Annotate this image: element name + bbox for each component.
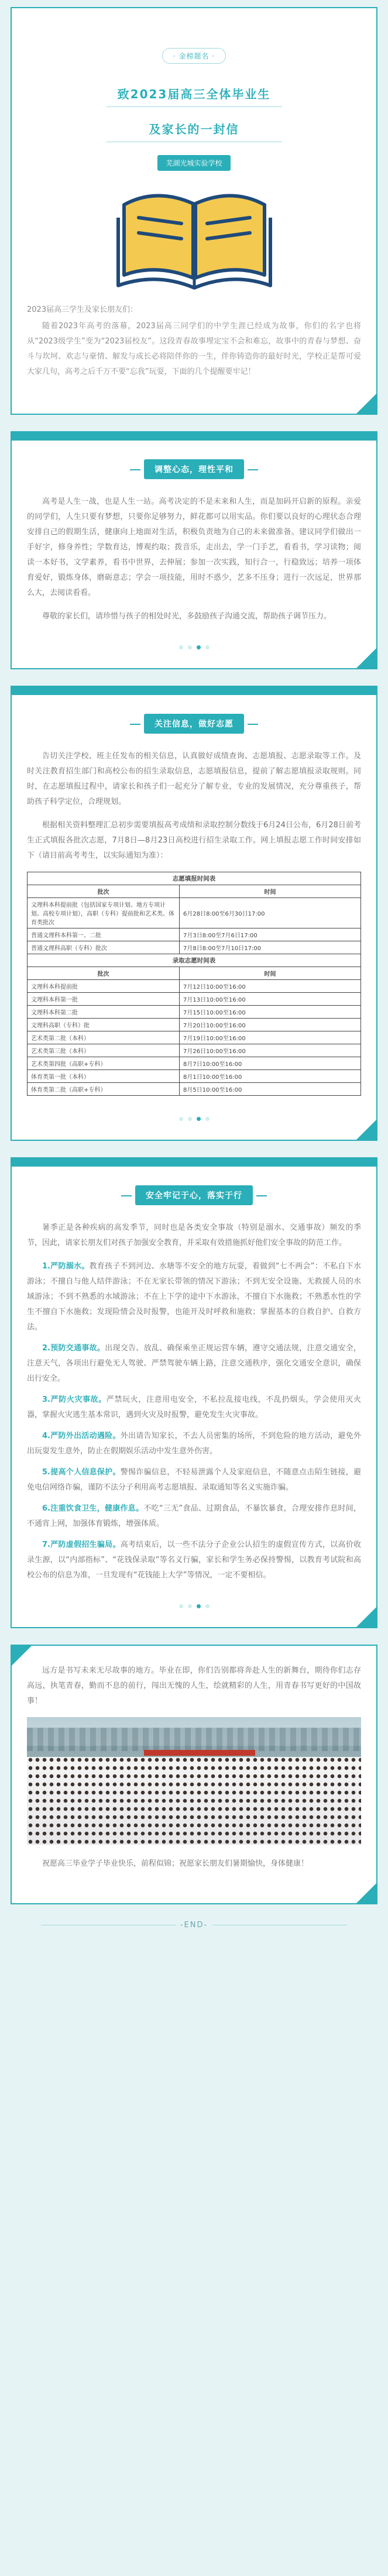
table-row [28, 1044, 361, 1057]
section-heading [27, 459, 361, 479]
tip-heading: 7.严防虚假招生骗局。 [42, 1540, 121, 1549]
cell-batch: 文理科本科提前批 [28, 980, 180, 993]
table-row [28, 1006, 361, 1019]
cell-batch: 文理科本科第一批 [28, 993, 180, 1006]
column-header: 时间 [180, 967, 361, 980]
table-row [28, 993, 361, 1006]
column-header: 批次 [28, 885, 180, 898]
corner-decoration [355, 393, 377, 415]
section-safety-card [11, 1157, 377, 1628]
table-row [28, 1070, 361, 1083]
corner-decoration [355, 1606, 377, 1628]
tip-heading: 6.注重饮食卫生，健康作息。 [42, 1504, 144, 1513]
table-row [28, 1057, 361, 1070]
table-row [28, 1083, 361, 1096]
page-subtitle: 及家长的一封信 [149, 122, 239, 136]
cell-time: 8月1日10:00至16:00 [180, 1070, 361, 1083]
column-header: 时间 [180, 885, 361, 898]
tip-heading: 1.严防溺水。 [42, 1262, 90, 1271]
section-heading [27, 714, 361, 734]
cell-time: 7月8日8:00至7月10日17:00 [180, 941, 361, 954]
section-paragraph: 根据相关资料整理汇总初步需要填报高考成绩和录取控制分数线于6月24日公布，6月28日前考生正式填报各批次志愿，7月8日—8月23日高校进行招生录取工作。网上填报志愿工作时间安排如下（请目前高考考生，以实际通知为准）： [27, 821, 361, 860]
cell-batch: 体育类第二批（高职+专科） [28, 1083, 180, 1096]
tip-text: 警惕诈骗信息，不轻易泄露个人及家庭信息，不随意点击陌生链接，避免电信网络诈骗，谨防不法分子利用高考志愿填报、录取通知等名义实施诈骗。 [27, 1468, 361, 1492]
school-badge: 芜湖光城实验学校 [157, 155, 230, 171]
dot [205, 645, 210, 649]
corner-decoration [355, 647, 377, 669]
photo-building [27, 1728, 361, 1751]
cell-batch: 艺术类第三批（本科） [28, 1044, 180, 1057]
closing-wish: 祝愿高三毕业学子毕业快乐，前程似锦；祝愿家长朋友们暑期愉快，身体健康！ [42, 1859, 309, 1868]
dot [179, 1604, 183, 1608]
cell-time: 8月7日10:00至16:00 [180, 1057, 361, 1070]
dot [188, 1604, 192, 1608]
cell-time: 7月13日10:00至16:00 [180, 993, 361, 1006]
dot [179, 1117, 183, 1121]
section-mindset-card [11, 431, 377, 669]
corner-decoration [355, 1882, 377, 1904]
section-paragraph: 高考是人生一战，也是人生一站。高考决定的不是未来和人生，而是加码开启新的原程。亲爱的同学们，人生只要有梦想，只要你足够努力，鲜花都可以用实品。你们要以良好的心理状态合理安排自己的假期生活，健康向上地面对生活，积极负责地为自己的未来做准备。建议同学们做出一手好字，修身养性；学数育达，博观约取；拨音乐，走出去，学一门手艺，看看书，学习读物；阅读一本好书，文学素养，看书中世界，去伸展；参加一次实践，知行合一，行稳致远；培养一项体育爱好，锻炼身体，磨砺意志；学会一项技能，用时不惑少，艺多不压身；进行一次远足，世界那么大，去阅读看看。 [27, 497, 361, 597]
section-title: 关注信息，做好志愿 [144, 714, 244, 734]
photo-crowd [27, 1757, 361, 1845]
cell-batch: 普通文理科本科第一、二批 [28, 928, 180, 941]
tip-item [27, 1501, 361, 1532]
pager-dots [27, 641, 361, 652]
end-text: -END- [180, 1921, 208, 1930]
cell-time: 6月28日8:00至6月30日17:00 [180, 898, 361, 928]
table-row [28, 898, 361, 928]
pager-dots [27, 1112, 361, 1123]
tip-item [27, 1429, 361, 1459]
schedule-table [27, 872, 361, 1096]
salutation: 2023届高三学生及家长朋友们： [27, 305, 138, 314]
tip-item [27, 1341, 361, 1387]
tip-text: 出现交告、放乱、确保乘坐正规运营车辆，遵守交通法规，注意交通安全，注意天气，各项出行避免无人驾驶、严禁驾驶车辆上路，注意交通秩序，强化交通安全意识，确保出行安全。 [27, 1344, 361, 1383]
dot [179, 645, 183, 649]
title-divider [107, 106, 282, 107]
end-marker [0, 1921, 388, 1930]
cell-batch: 文理科本科提前批（包括国家专项计划、地方专项计划、高校专项计划），高职（专科）提前批和艺术类、体育类批次 [28, 898, 180, 928]
dot-active [197, 1117, 201, 1121]
cell-batch: 文理科本科第二批 [28, 1006, 180, 1019]
corner-decoration [11, 1645, 33, 1667]
table-row [28, 928, 361, 941]
cell-batch: 艺术类第二批（本科） [28, 1031, 180, 1044]
tip-text: 外出请告知家长，不去人员密集的场所，不到危险的地方活动，避免外出玩耍发生意外，防止在假期娱乐活动中发生意外伤害。 [27, 1432, 361, 1456]
cell-time: 7月12日10:00至16:00 [180, 980, 361, 993]
cell-batch: 艺术类第四批（高职+专科） [28, 1057, 180, 1070]
table-caption: 录取志愿时间表 [28, 954, 361, 967]
closing-card [11, 1645, 377, 1904]
cell-time: 7月20日10:00至16:00 [180, 1019, 361, 1031]
tip-heading: 5.提高个人信息保护。 [42, 1468, 121, 1477]
tip-heading: 3.严防火灾事故。 [42, 1395, 107, 1404]
tip-text: 严禁玩火，注意用电安全，不私拉乱接电线，不乱扔烟头，学会使用灭火器，掌握火灾逃生基本常识，遇到火灾及时报警，避免发生火灾事故。 [27, 1395, 361, 1419]
photo-banner [144, 1750, 255, 1756]
dot [205, 1117, 210, 1121]
tip-heading: 2.预防交通事故。 [42, 1344, 105, 1353]
table-row [28, 1019, 361, 1031]
tip-item [27, 1392, 361, 1423]
section-volunteer-card [11, 686, 377, 1141]
tip-item [27, 1465, 361, 1495]
section-paragraph: 暑季正是各种疾病的高发季节，同时也是各类安全事故（特别是溺水、交通事故）频发的季节，因此，请家长朋友们对孩子加强安全教育，并采取有效措施抓好他们安全事故的防范工作。 [27, 1223, 361, 1247]
cell-batch: 普通文理科高职（专科）批次 [28, 941, 180, 954]
intro-paragraph: 随着2023年高考的落幕，2023届高三同学们的中学生涯已经成为故事，你们的名字也将从“2023级学生”变为“2023届校友”。这段青春故事埋定宝不会和难忘，故事中的青春与梦想、奋斗与坎坷、欢志与豪情、解发与成长必将陪伴你的一生，伴你铸造你的最好时光，学校正是帮可爱大家几句，高考之后千万不要“忘我”玩耍，下面的几个提醒要牢记！ [27, 322, 361, 376]
tip-text: 不吃“三无”食品、过期食品，不暴饮暴食，合理安排作息时间，不通宵上网，加强体育锻炼，增强体质。 [27, 1504, 361, 1528]
pager-dots [27, 1600, 361, 1611]
section-heading [27, 1185, 361, 1205]
column-header: 批次 [28, 967, 180, 980]
tip-item [27, 1259, 361, 1335]
table-row [28, 980, 361, 993]
cell-time: 7月3日8:00至7月6日17:00 [180, 928, 361, 941]
card-top-bar [12, 687, 376, 695]
top-tag: · 金榜题名 · [162, 48, 226, 64]
tip-text: 高考结束后，以一些不法分子企业公认招生的虚假宣传方式，以高价收录生源，以“内部指标”、“花钱保录取”等名义行骗，家长和学生务必保持警惕，以教育考试院和高校公布的信息为准，一旦发现有“花钱能上大学”等情况，一定不要相信。 [27, 1540, 361, 1580]
card-top-bar [12, 1158, 376, 1167]
cell-time: 7月15日10:00至16:00 [180, 1006, 361, 1019]
corner-decoration [355, 1119, 377, 1141]
cell-time: 7月26日10:00至16:00 [180, 1044, 361, 1057]
tip-text: 教育孩子不到河边、水塘等不安全的地方玩耍，着做到“七不两会”：不私自下水游泳；不擅自与他人结伴游泳；不在无家长带领的情况下游泳；不到无安全设施、无救援人员的水域游泳；不到不熟悉的水域游泳；不在上下学的途中下水游泳，不擅自下水施救；不熟悉水性的学生不擅自下水施救；发现险情会及时报警，也能开及时呼救和施救；掌握基本的自救自护、自救方法。 [27, 1262, 361, 1332]
tip-item [27, 1538, 361, 1583]
dot-active [197, 1604, 201, 1608]
tip-heading: 4.严防外出活动遇险。 [42, 1432, 121, 1440]
group-photo [27, 1717, 361, 1845]
table-row [28, 1031, 361, 1044]
cell-time: 7月19日10:00至16:00 [180, 1031, 361, 1044]
table-row [28, 941, 361, 954]
dot [205, 1604, 210, 1608]
table-caption: 志愿填报时间表 [28, 872, 361, 885]
section-paragraph: 告切关注学校、班主任发布的相关信息，认真做好成绩查询、志愿填报、志愿录取等工作。及时关注教育招生部门和高校公布的招生录取信息，志愿填报信息，提前了解志愿填报录取规则。同时，在志愿填报过程中，请家长和孩子们一起充分了解专业，专业的发展情况，充分尊重孩子，帮助孩子科学定位，合理规划。 [27, 752, 361, 806]
cell-batch: 体育类第一批（本科） [28, 1070, 180, 1083]
section-title: 安全牢记于心，落实于行 [135, 1185, 253, 1205]
header-card [11, 7, 377, 415]
page-title: 致2023届高三全体毕业生 [117, 87, 271, 101]
dot [188, 645, 192, 649]
cell-batch: 文理科高职（专科）批 [28, 1019, 180, 1031]
dot [188, 1117, 192, 1121]
card-top-bar [12, 432, 376, 441]
section-paragraph: 尊敬的家长们，请珍惜与孩子的相处时光，多鼓励孩子沟通交流，帮助孩子调节压力。 [42, 612, 332, 621]
dot-active [197, 645, 201, 649]
open-book-icon [112, 181, 276, 293]
closing-paragraph: 远方是书写未来无尽故事的地方。毕业在即，你们告别都将奔赴人生的新舞台，期待你们志存高远，执笔青春，勤而不息的前行，闯出无愧的人生，绘就精彩的人生，用青春书写更好的中国故事！ [27, 1666, 361, 1705]
cell-time: 8月5日10:00至16:00 [180, 1083, 361, 1096]
section-title: 调整心态，理性平和 [144, 459, 244, 479]
